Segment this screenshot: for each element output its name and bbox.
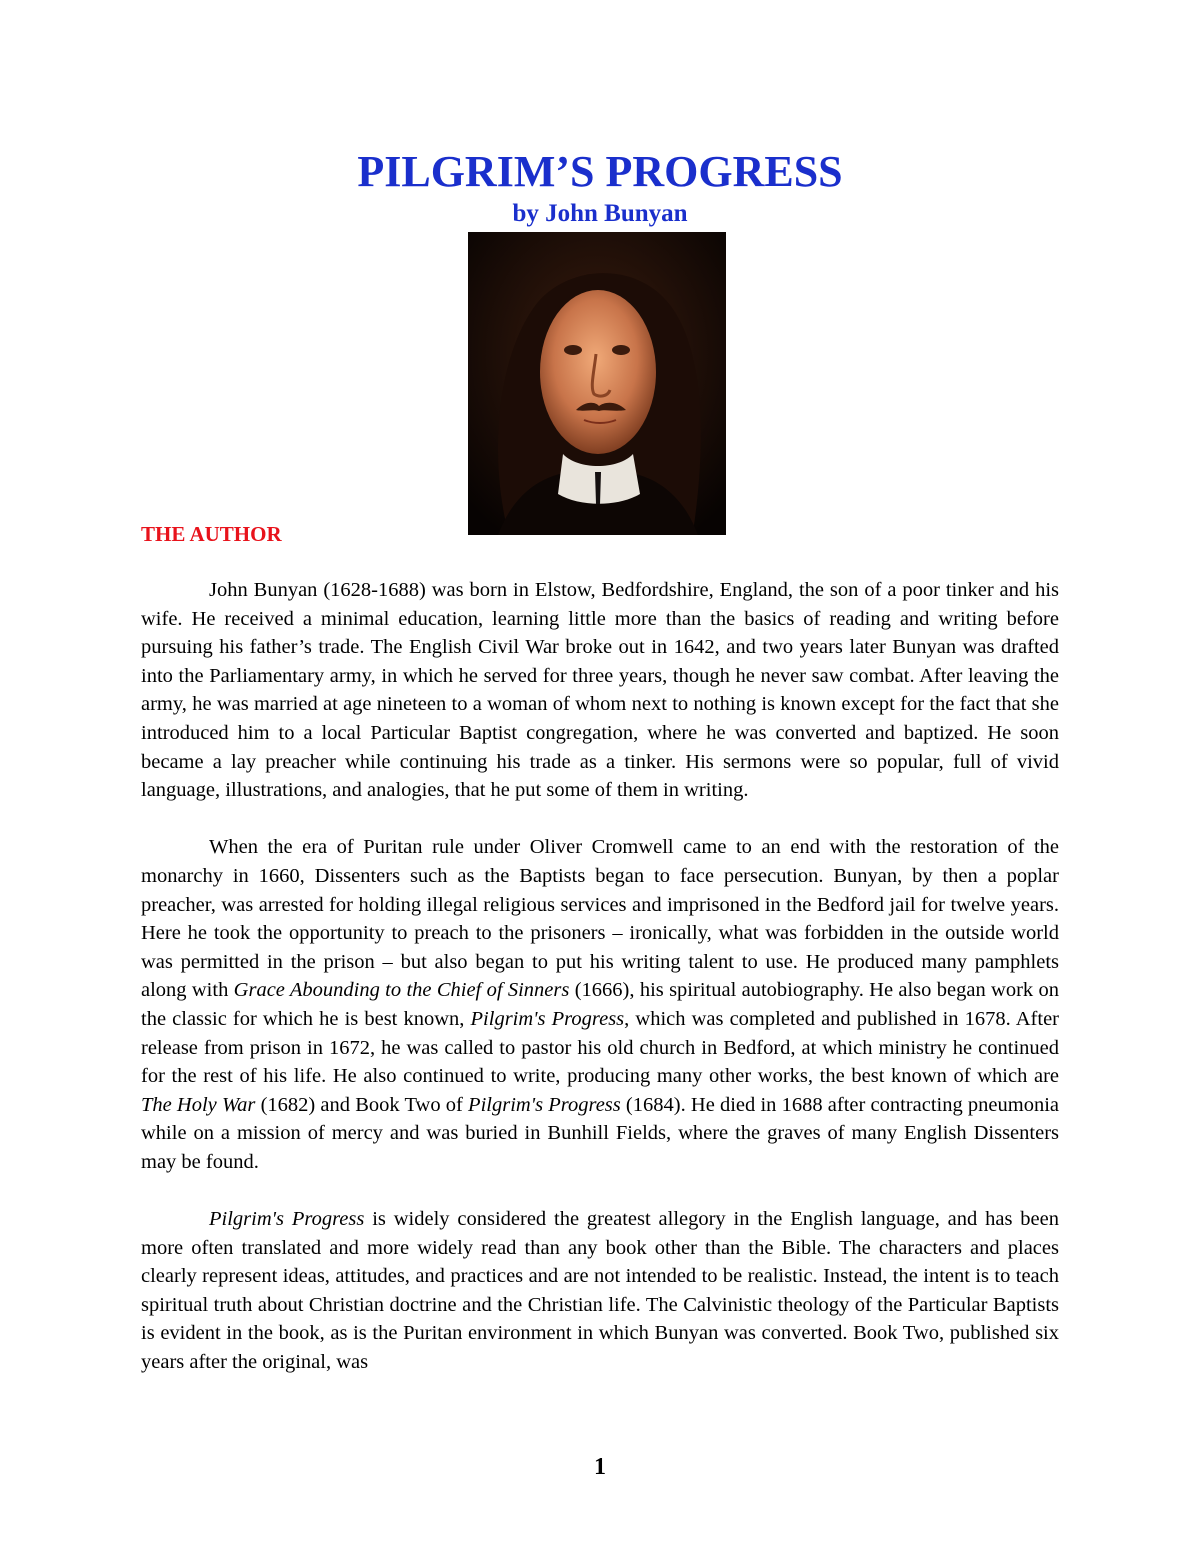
paragraph-1 bbox=[141, 576, 1059, 805]
document-byline: by John Bunyan bbox=[512, 200, 688, 227]
paragraph-1-text: John Bunyan (1628-1688) was born in Elstow, Bedfordshire, England, the son of a poor tinker and his wife. He received a minimal education, learning little more than the basics of reading and writing before pursuing his father’s trade. The English Civil War broke out in 1642, and two years later Bunyan was drafted into the Parliamentary army, in which he served for three years, though he never saw combat. After leaving the army, he was married at age nineteen to a woman of whom next to nothing is known except for the fact that she introduced him to a local Particular Baptist congregation, where he was converted and baptized. He soon became a lay preacher while continuing his trade as a tinker. His sermons were so popular, full of vivid language, illustrations, and analogies, that he put some of them in writing. bbox=[141, 579, 1059, 802]
paragraph-2-text-d: (1682) and Book Two of bbox=[255, 1093, 469, 1116]
paragraph-3-text: is widely considered the greatest allegory in the English language, and has been more often translated and more widely read than any book other than the Bible. The characters and places clearly represent ideas, attitudes, and practices and are not intended to be realistic. Instead, the intent is to teach spiritual truth about Christian doctrine and the Christian life. The Calvinistic theology of the Particular Baptists is evident in the book, as is the Puritan environment in which Bunyan was converted. Book Two, published six years after the original, was bbox=[141, 1208, 1060, 1374]
paragraph-2-text-c: , which was completed and published in 1678. After release from prison in 1672, he was called to pastor his old church in Bedford, at which ministry he continued for the rest of his life. He also continued to write, producing many other works, the best known of which are bbox=[141, 1007, 1060, 1088]
book-title-holy-war: The Holy War bbox=[141, 1093, 256, 1116]
section-heading-the-author: THE AUTHOR bbox=[141, 522, 282, 546]
book-title-pilgrims-progress-2: Pilgrim's Progress bbox=[468, 1093, 621, 1116]
document-title: PILGRIM’S PROGRESS bbox=[357, 147, 843, 196]
paragraph-3 bbox=[141, 1205, 1059, 1377]
author-portrait bbox=[468, 232, 726, 535]
paragraph-2 bbox=[141, 833, 1059, 1176]
paragraph-2-text-e: (1684). He died in 1688 after contracting pneumonia while on a mission of mercy and was buried in Bunhill Fields, where the graves of many English Dissenters may be found. bbox=[141, 1093, 1059, 1173]
paragraph-2-text-b: (1666), his spiritual autobiography. He also began work on the classic for which he is best known, bbox=[141, 979, 1059, 1030]
portrait-image bbox=[468, 232, 726, 535]
paragraph-2-text-a: When the era of Puritan rule under Oliver Cromwell came to an end with the restoration of the monarchy in 1660, Dissenters such as the Baptists began to face persecution. Bunyan, by then a poplar preacher, was arrested for holding illegal religious services and imprisoned in the Bedford jail for twelve years. Here he took the opportunity to preach to the prisoners – ironically, what was forbidden in the outside world was permitted in the prison – but also began to put his writing talent to use. He produced many pamphlets along with bbox=[141, 836, 1059, 1002]
article-body bbox=[141, 576, 1059, 1405]
book-title-pilgrims-progress: Pilgrim's Progress bbox=[470, 1007, 625, 1030]
book-title-grace-abounding: Grace Abounding to the Chief of Sinners bbox=[233, 979, 570, 1002]
book-title-pilgrims-progress-3: Pilgrim's Progress bbox=[209, 1208, 365, 1231]
page-number: 1 bbox=[594, 1454, 606, 1480]
